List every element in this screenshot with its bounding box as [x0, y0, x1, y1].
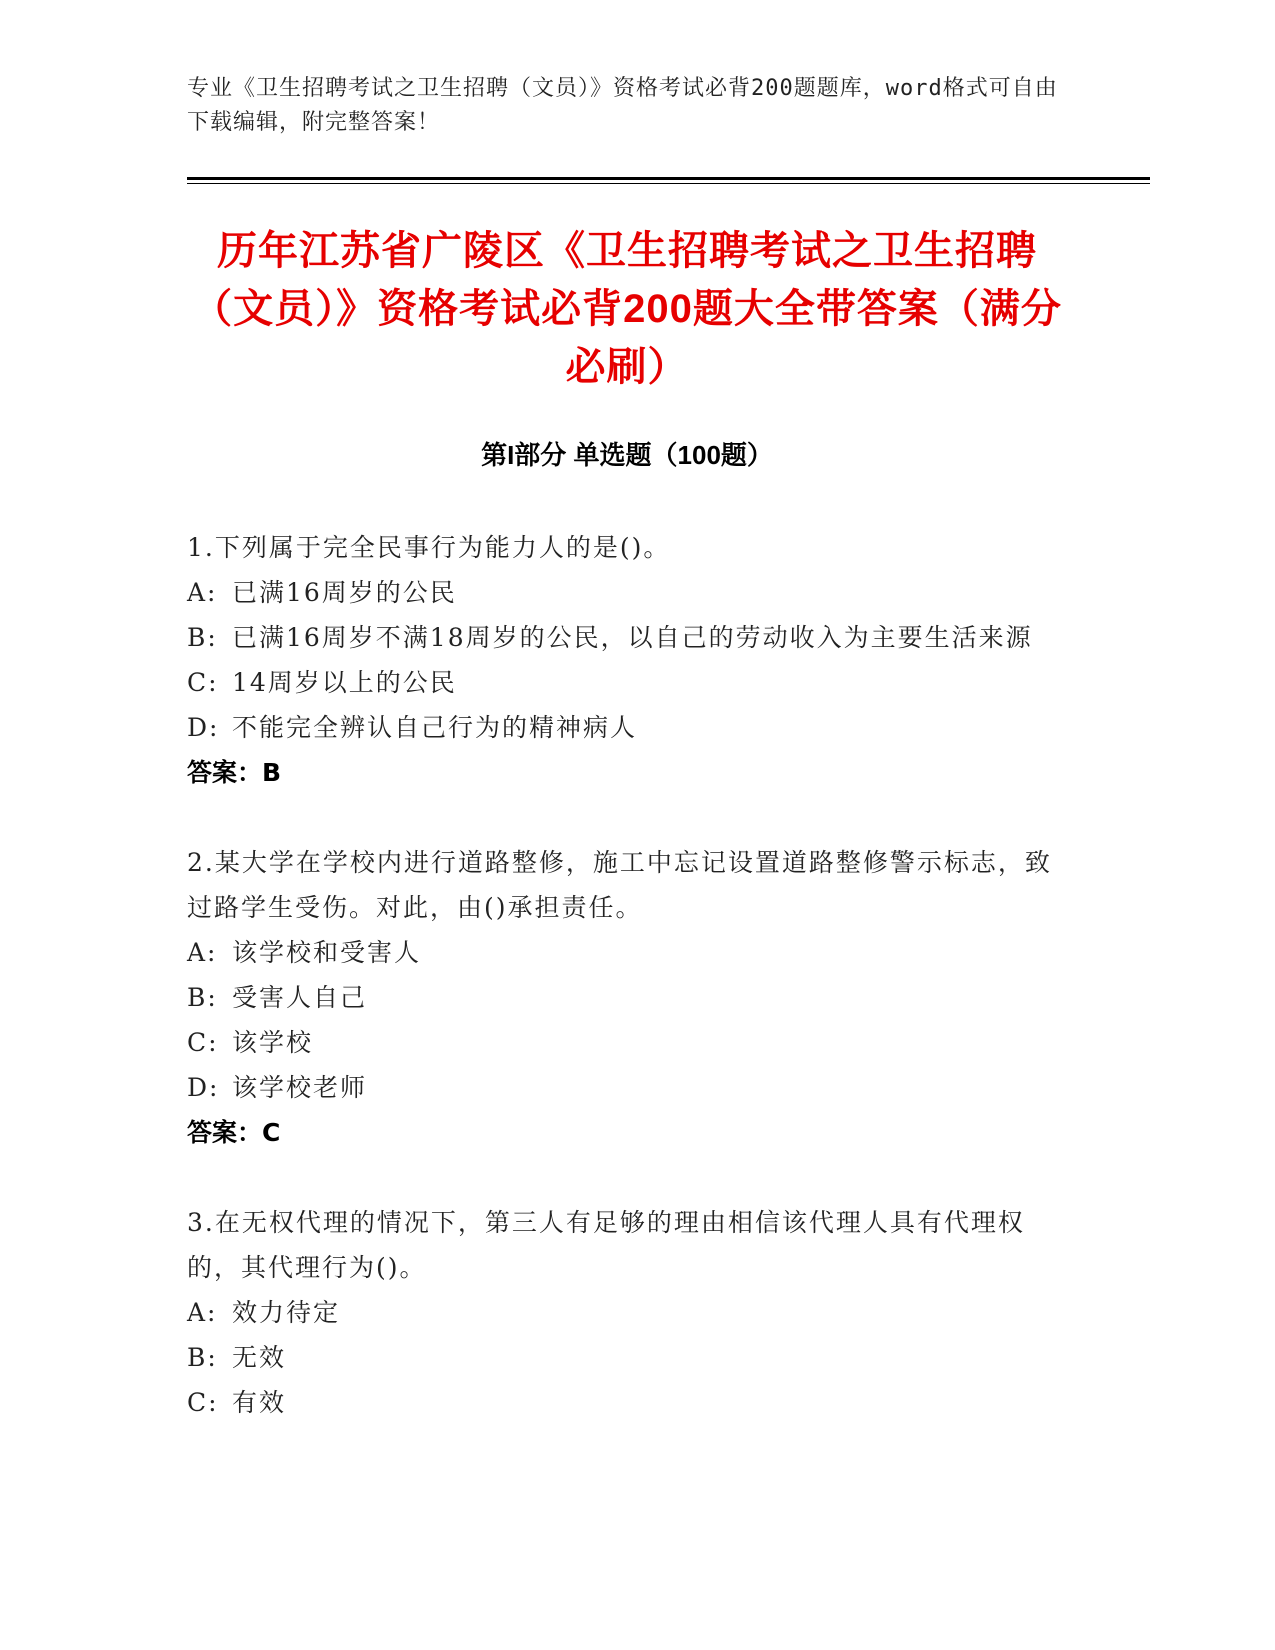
option-key: C:	[187, 668, 219, 697]
option-text: 14周岁以上的公民	[232, 668, 457, 697]
option-b	[187, 1335, 1067, 1380]
option-a	[187, 570, 1067, 615]
option-key: C:	[187, 1388, 219, 1417]
question-2	[187, 840, 1067, 1155]
option-text: 该学校和受害人	[232, 938, 422, 967]
option-text: 受害人自己	[232, 983, 368, 1012]
option-key: C:	[187, 1028, 219, 1057]
option-key: A:	[187, 578, 218, 607]
question-stem: 2.某大学在学校内进行道路整修，施工中忘记设置道路整修警示标志，致过路学生受伤。对此，由()承担责任。	[187, 848, 1052, 922]
header-divider-thin	[187, 183, 1150, 184]
option-key: D:	[187, 713, 220, 742]
question-stem: 1.下列属于完全民事行为能力人的是()。	[187, 533, 671, 562]
option-text: 效力待定	[232, 1298, 341, 1327]
question-1	[187, 525, 1067, 795]
option-key: A:	[187, 1298, 218, 1327]
option-text: 已满16周岁不满18周岁的公民，以自己的劳动收入为主要生活来源	[232, 623, 1033, 652]
option-key: A:	[187, 938, 218, 967]
option-key: B:	[187, 983, 218, 1012]
answer-line: 答案：C	[187, 1118, 281, 1147]
option-text: 已满16周岁的公民	[232, 578, 457, 607]
option-d	[187, 1065, 1067, 1110]
option-c	[187, 1020, 1067, 1065]
header-note: 专业《卫生招聘考试之卫生招聘（文员）》资格考试必背200题题库，word格式可自由下载编辑，附完整答案！	[187, 76, 1058, 135]
option-b	[187, 615, 1067, 660]
option-c	[187, 1380, 1067, 1425]
option-text: 该学校老师	[232, 1073, 368, 1102]
question-list	[187, 525, 1067, 1470]
option-key: B:	[187, 623, 218, 652]
document-title: 历年江苏省广陵区《卫生招聘考试之卫生招聘（文员）》资格考试必背200题大全带答案（满分必刷）	[192, 229, 1062, 389]
answer-line: 答案：B	[187, 758, 282, 787]
question-3	[187, 1200, 1067, 1425]
option-key: B:	[187, 1343, 218, 1372]
option-a	[187, 930, 1067, 975]
option-text: 有效	[232, 1388, 287, 1417]
option-c	[187, 660, 1067, 705]
question-stem: 3.在无权代理的情况下，第三人有足够的理由相信该代理人具有代理权的，其代理行为()。	[187, 1208, 1025, 1282]
option-text: 不能完全辨认自己行为的精神病人	[232, 713, 638, 742]
option-text: 无效	[232, 1343, 287, 1372]
header-divider-thick	[187, 177, 1150, 180]
option-b	[187, 975, 1067, 1020]
option-a	[187, 1290, 1067, 1335]
option-d	[187, 705, 1067, 750]
option-key: D:	[187, 1073, 220, 1102]
section-title: 第I部分 单选题（100题）	[481, 440, 773, 470]
option-text: 该学校	[232, 1028, 314, 1057]
